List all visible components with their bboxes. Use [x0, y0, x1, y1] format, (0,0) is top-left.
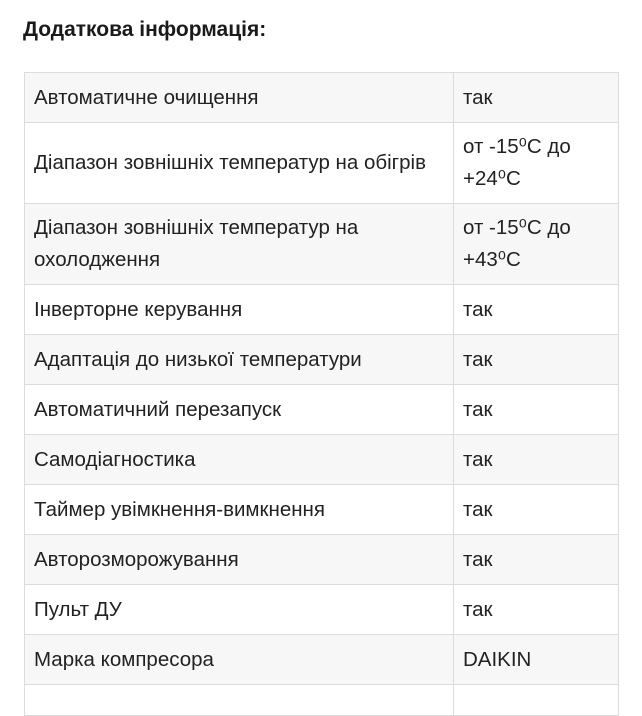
table-row: [25, 204, 619, 285]
spec-label: Адаптація до низької температури: [25, 335, 454, 385]
table-row: [25, 285, 619, 335]
spec-value: так: [454, 435, 619, 485]
spec-label: Діапазон зовнішніх температур на обігрів: [25, 123, 454, 204]
spec-value: так: [454, 585, 619, 635]
spec-value: так: [454, 535, 619, 585]
spec-value: от -15⁰С до +24⁰С: [454, 123, 619, 204]
spec-value: так: [454, 385, 619, 435]
spec-value-empty: [454, 685, 619, 716]
spec-label: Автоматичний перезапуск: [25, 385, 454, 435]
table-row-partial: [25, 685, 619, 716]
spec-value: так: [454, 73, 619, 123]
table-row: [25, 335, 619, 385]
spec-label: Самодіагностика: [25, 435, 454, 485]
spec-label: Діапазон зовнішніх температур на охолодження: [25, 204, 454, 285]
spec-label: Авторозморожування: [25, 535, 454, 585]
table-row: [25, 435, 619, 485]
spec-label-empty: [25, 685, 454, 716]
spec-label: Марка компресора: [25, 635, 454, 685]
table-row: [25, 535, 619, 585]
spec-value: DAIKIN: [454, 635, 619, 685]
table-row: [25, 585, 619, 635]
specifications-table: [24, 72, 619, 716]
table-row: [25, 123, 619, 204]
spec-label: Інверторне керування: [25, 285, 454, 335]
spec-label: Таймер увімкнення-вимкнення: [25, 485, 454, 535]
spec-value: так: [454, 285, 619, 335]
spec-value: от -15⁰С до +43⁰С: [454, 204, 619, 285]
table-row: [25, 73, 619, 123]
table-row: [25, 485, 619, 535]
spec-label: Пульт ДУ: [25, 585, 454, 635]
spec-value: так: [454, 485, 619, 535]
table-row: [25, 635, 619, 685]
spec-label: Автоматичне очищення: [25, 73, 454, 123]
section-heading: Додаткова інформація:: [23, 18, 267, 41]
spec-value: так: [454, 335, 619, 385]
table-row: [25, 385, 619, 435]
